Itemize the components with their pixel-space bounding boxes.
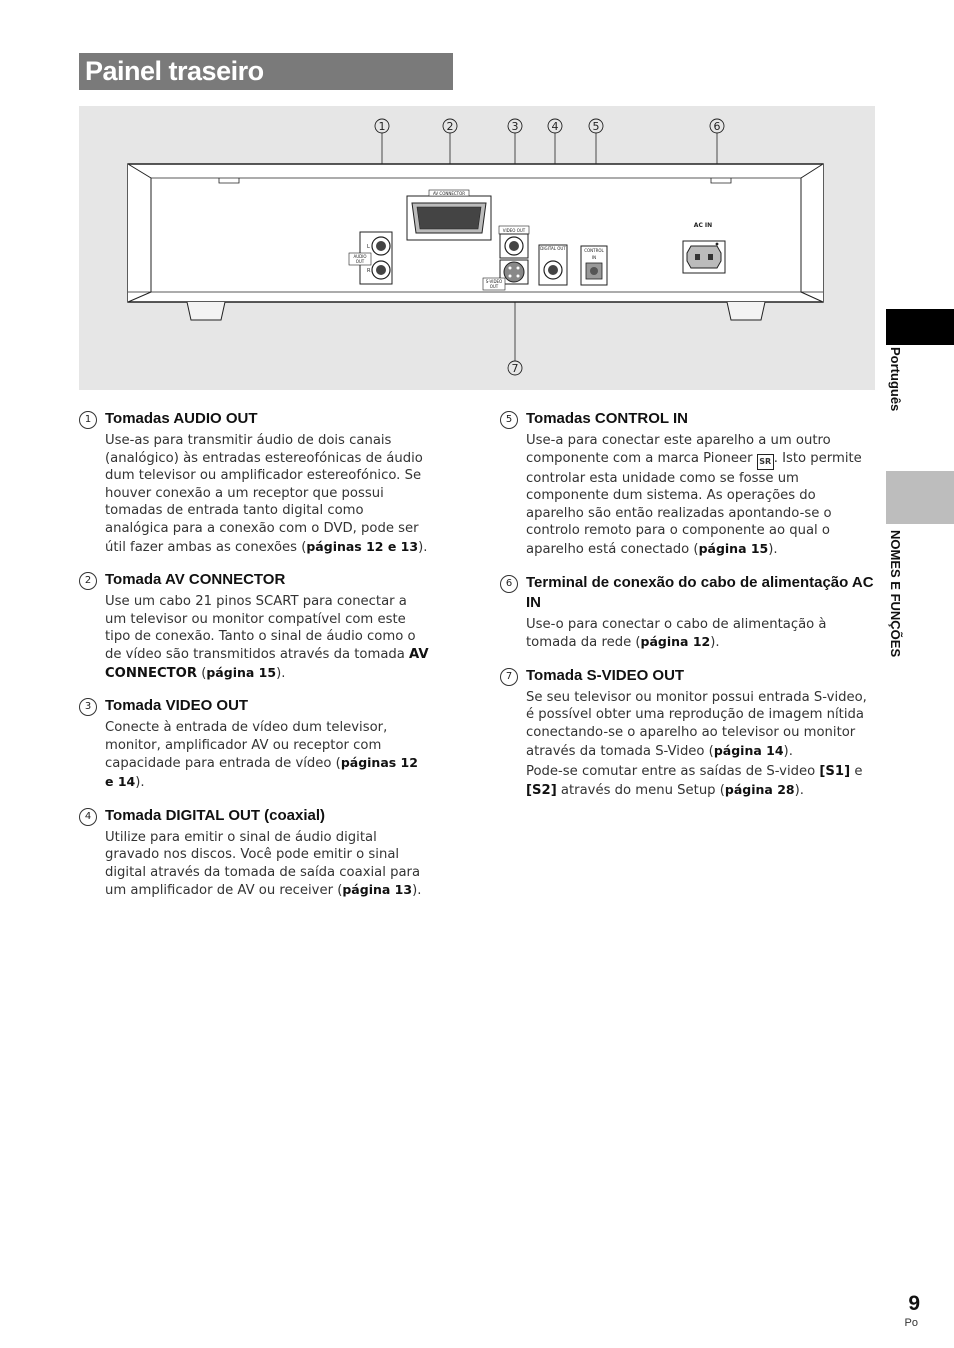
item-number: 4 xyxy=(79,808,97,826)
item-heading: Tomadas AUDIO OUT xyxy=(105,410,258,427)
item-text: Se seu televisor ou monitor possui entrada S-video, é possível obter uma reprodução de imagem nítida conectando-se o aparelho ao televisor ou monitor através da tomada S-Video (página 14). xyxy=(526,689,867,759)
item-text: Use-a para conectar este aparelho a um outro componente com a marca Pioneer SR . Isto permite controlar esta unidade como se fosse um componente dum sistema. As operações do aparelho são então realizadas apontando-se o controlo remoto para o componente ao qual o aparelho está conectado (página 15). xyxy=(526,433,862,557)
item-video-out xyxy=(79,696,429,791)
item-number: 5 xyxy=(500,411,518,429)
item-number: 2 xyxy=(79,572,97,590)
item-heading: Tomada AV CONNECTOR xyxy=(105,571,286,589)
item-audio-out xyxy=(79,409,429,556)
svg-text:1: 1 xyxy=(378,120,386,133)
callout-6 xyxy=(710,119,724,133)
video-out-port xyxy=(499,226,529,258)
callout-7 xyxy=(508,361,522,375)
item-heading: Tomada S-VIDEO OUT xyxy=(526,666,685,684)
svg-text:6: 6 xyxy=(713,120,721,133)
title-bar xyxy=(79,53,453,90)
item-text: Use-as para transmitir áudio de dois canais (analógico) às entradas estereofónicas de áudio dum televisor ou amplificador estereofónico. Se houver conexão a um receptor que possui tomadas de entrada tanto digital como analógica para a conexão com o DVD, pode ser útil fazer ambas as conexões (páginas 12 e 13). xyxy=(105,433,428,555)
sr-logo-icon: SR xyxy=(757,454,774,470)
svg-text:S-VIDEO: S-VIDEO xyxy=(485,279,503,284)
item-digital-out xyxy=(79,806,429,900)
callout-1 xyxy=(375,119,389,133)
item-text: Use um cabo 21 pinos SCART para conectar a um televisor ou monitor compatível com este tipo de conexão. Tanto o sinal de áudio como o de vídeo são transmitidos através da tomada AV CONNECTOR (página 15). xyxy=(105,594,429,681)
callout-5 xyxy=(589,119,603,133)
svg-text:AC IN: AC IN xyxy=(693,222,713,229)
item-number: 7 xyxy=(500,668,518,686)
page-title: Painel traseiro xyxy=(85,56,264,86)
item-text: Conecte à entrada de vídeo dum televisor, monitor, amplificador AV ou receptor com capacidade para entrada de vídeo (páginas 12 e 14). xyxy=(105,720,418,790)
item-svideo-out xyxy=(500,666,876,800)
svg-text:IN: IN xyxy=(591,255,597,260)
item-number: 6 xyxy=(500,575,518,593)
svg-text:3: 3 xyxy=(511,120,519,133)
item-heading: Tomada DIGITAL OUT (coaxial) xyxy=(105,806,326,824)
rear-panel-diagram xyxy=(79,106,875,390)
item-heading: Tomadas CONTROL IN xyxy=(526,410,688,427)
svg-text:4: 4 xyxy=(551,120,559,133)
callout-3 xyxy=(508,119,522,133)
svg-text:AV CONNECTOR: AV CONNECTOR xyxy=(432,191,466,196)
side-tab-section xyxy=(886,471,954,524)
av-connector-port xyxy=(407,190,491,240)
item-text-2: Pode-se comutar entre as saídas de S-video [S1] e [S2] através do menu Setup (página 28). xyxy=(526,764,863,798)
item-heading: Terminal de conexão do cabo de alimentação AC IN xyxy=(526,573,874,611)
control-in-port xyxy=(581,246,607,285)
svg-text:AUDIO: AUDIO xyxy=(353,254,367,259)
side-language-label: Português xyxy=(888,347,903,412)
item-ac-in xyxy=(500,573,876,652)
right-column xyxy=(500,409,876,813)
item-text: Utilize para emitir o sinal de áudio digital gravado nos discos. Você pode emitir o sinal digital através da tomada de saída coaxial para um amplificador de AV ou receiver (página 13). xyxy=(105,829,422,899)
svg-text:5: 5 xyxy=(592,120,600,133)
digital-out-port xyxy=(539,245,567,285)
svg-text:L: L xyxy=(367,244,370,250)
page-lang-code: Po xyxy=(904,1317,918,1329)
svg-text:OUT: OUT xyxy=(489,284,499,289)
side-section-label: NOMES E FUNÇÕES xyxy=(888,530,903,658)
svg-text:7: 7 xyxy=(511,362,519,375)
item-heading: Tomada VIDEO OUT xyxy=(105,697,249,715)
svg-text:2: 2 xyxy=(446,120,454,133)
callout-4 xyxy=(548,119,562,133)
side-tab-language xyxy=(886,309,954,345)
svg-text:CONTROL: CONTROL xyxy=(584,248,604,253)
item-text: Use-o para conectar o cabo de alimentação à tomada da rede (página 12). xyxy=(526,616,827,651)
svg-text:R: R xyxy=(367,268,371,274)
svg-text:DIGITAL OUT: DIGITAL OUT xyxy=(540,246,566,251)
callout-2 xyxy=(443,119,457,133)
page-number: 9 xyxy=(908,1292,920,1315)
item-number: 3 xyxy=(79,698,97,716)
item-control-in xyxy=(500,409,876,559)
item-av-connector xyxy=(79,570,429,682)
item-number: 1 xyxy=(79,411,97,429)
rear-panel-figure xyxy=(79,106,875,390)
svg-text:VIDEO OUT: VIDEO OUT xyxy=(502,228,526,233)
left-column xyxy=(79,409,429,914)
svg-text:OUT: OUT xyxy=(355,259,365,264)
